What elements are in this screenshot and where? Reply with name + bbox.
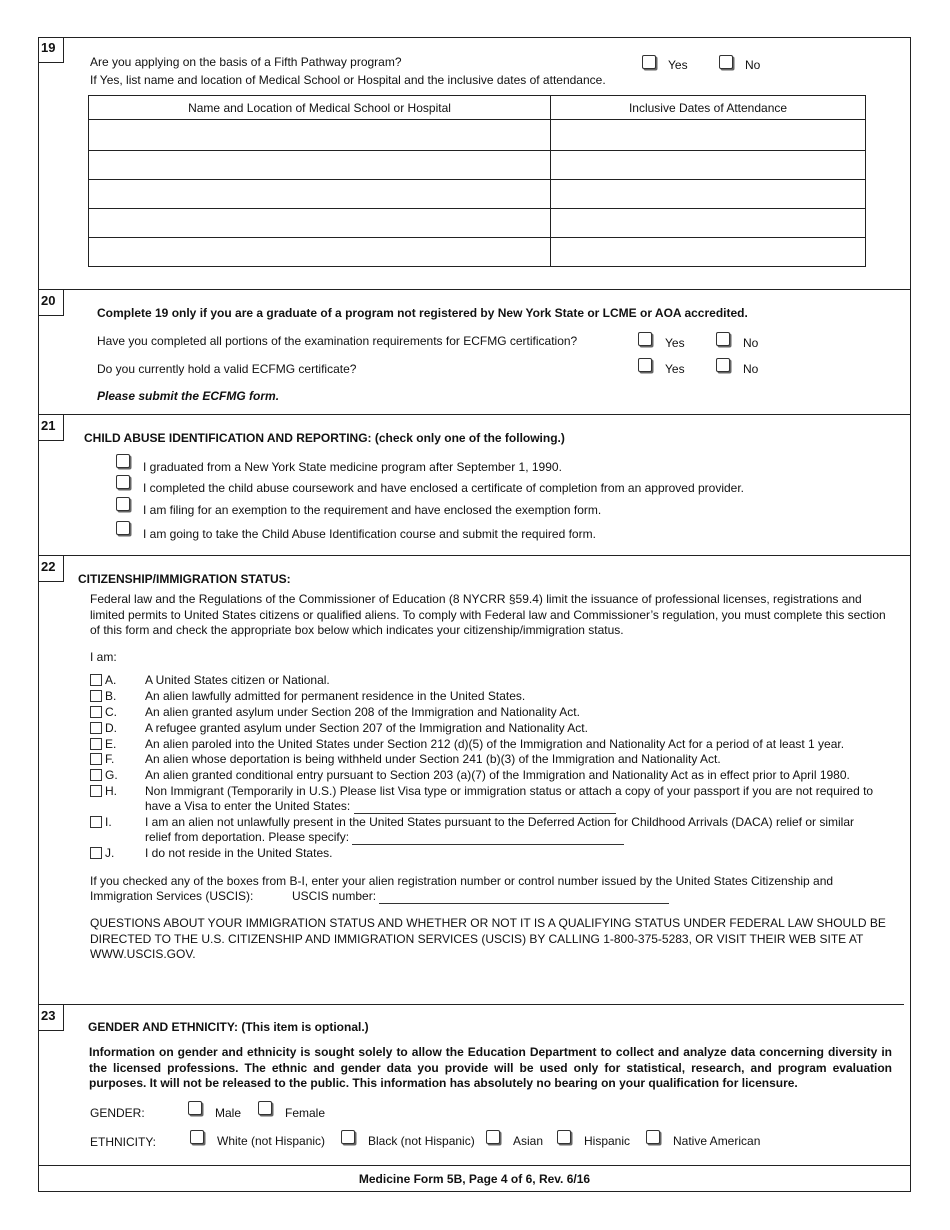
status-text: An alien granted conditional entry pursuant to Section 203 (a)(7) of the Immigration and Nationality Act as in effect prior to April 1980. <box>145 768 850 782</box>
status-e-checkbox[interactable] <box>90 738 102 750</box>
ethnicity-black-checkbox[interactable] <box>341 1130 355 1144</box>
status-letter: A. <box>105 673 117 687</box>
status-text: A United States citizen or National. <box>145 673 330 687</box>
child-abuse-option-3: I am filing for an exemption to the requirement and have enclosed the exemption form. <box>143 503 602 517</box>
section-21-number: 21 <box>38 415 64 441</box>
citizenship-heading: CITIZENSHIP/IMMIGRATION STATUS: <box>78 572 291 586</box>
ecfmg-note: Please submit the ECFMG form. <box>97 389 280 403</box>
status-text: relief from deportation. Please specify: <box>145 830 350 844</box>
child-abuse-option-3-checkbox[interactable] <box>116 497 130 511</box>
section-20-number: 20 <box>38 290 64 316</box>
ecfmg-heading: Complete 19 only if you are a graduate of a program not registered by New York State or LCME or AOA accredited. <box>97 306 748 320</box>
uscis-instruction: If you checked any of the boxes from B-I, enter your alien registration number or control number issued by the United States Citizenship and <box>90 874 834 888</box>
ethnicity-asian-label: Asian <box>513 1134 544 1148</box>
table-cell[interactable] <box>89 120 551 151</box>
divider <box>38 414 911 415</box>
status-letter: J. <box>105 846 115 860</box>
table-header-school: Name and Location of Medical School or Hospital <box>89 96 551 120</box>
gender-female-label: Female <box>285 1106 326 1120</box>
status-letter: G. <box>105 768 118 782</box>
daca-specify-input[interactable] <box>352 830 624 845</box>
uscis-number-line <box>292 889 669 904</box>
divider <box>38 555 911 556</box>
gender-male-label: Male <box>215 1106 242 1120</box>
status-text: Non Immigrant (Temporarily in U.S.) Please list Visa type or immigration status or attach a copy of your passport if you are not required to <box>145 784 874 798</box>
ecfmg-q2-no-label: No <box>743 362 759 376</box>
ecfmg-question-1: Have you completed all portions of the examination requirements for ECFMG certification? <box>97 334 578 348</box>
table-cell[interactable] <box>551 238 866 267</box>
gender-label: GENDER: <box>90 1106 145 1120</box>
citizenship-intro: Federal law and the Regulations of the Commissioner of Education (8 NYCRR §59.4) limit the issuance of professional licenses, registrations and limited permits to United States citizens or qualified aliens. To comply with Federal law and Commissioner’s regulation, you must complete this section of this form and check the appropriate box below which indicates your citizenship/immigration status. <box>90 592 886 637</box>
status-g-checkbox[interactable] <box>90 769 102 781</box>
ethnicity-white-checkbox[interactable] <box>190 1130 204 1144</box>
status-text: have a Visa to enter the United States: <box>145 799 351 813</box>
ethnicity-black-label: Black (not Hispanic) <box>368 1134 475 1148</box>
child-abuse-option-1: I graduated from a New York State medicine program after September 1, 1990. <box>143 460 562 474</box>
status-text: An alien whose deportation is being withheld under Section 241 (b)(3) of the Immigration and Nationality Act. <box>145 752 721 766</box>
ecfmg-q2-yes-label: Yes <box>665 362 685 376</box>
uscis-questions-notice: QUESTIONS ABOUT YOUR IMMIGRATION STATUS AND WHETHER OR NOT IT IS A QUALIFYING STATUS UNDER FEDERAL LAW SHOULD BE DIRECTED TO THE U.S. CITIZENSHIP AND IMMIGRATION SERVICES (USCIS) BY CALLING 1-800-375-5283, OR VISIT THEIR WEB SITE AT WWW.USCIS.GOV. <box>90 916 886 961</box>
status-d-checkbox[interactable] <box>90 722 102 734</box>
divider <box>38 1004 904 1005</box>
divider <box>38 289 911 290</box>
child-abuse-option-2-checkbox[interactable] <box>116 475 130 489</box>
status-c-checkbox[interactable] <box>90 706 102 718</box>
status-h-checkbox[interactable] <box>90 785 102 797</box>
table-cell[interactable] <box>89 209 551 238</box>
status-letter: H. <box>105 784 117 798</box>
status-text: An alien lawfully admitted for permanent residence in the United States. <box>145 689 526 703</box>
section-22-number: 22 <box>38 556 64 582</box>
status-letter: I. <box>105 815 112 829</box>
child-abuse-option-4: I am going to take the Child Abuse Identification course and submit the required form. <box>143 527 596 541</box>
status-j-checkbox[interactable] <box>90 847 102 859</box>
i-am-label: I am: <box>90 650 117 664</box>
fifth-pathway-no-label: No <box>745 58 761 72</box>
table-cell[interactable] <box>551 180 866 209</box>
status-text: An alien granted asylum under Section 208 of the Immigration and Nationality Act. <box>145 705 580 719</box>
fifth-pathway-table <box>88 95 866 267</box>
status-letter: F. <box>105 752 115 766</box>
form-footer: Medicine Form 5B, Page 4 of 6, Rev. 6/16 <box>358 1172 591 1186</box>
ethnicity-hispanic-label: Hispanic <box>584 1134 631 1148</box>
table-cell[interactable] <box>551 209 866 238</box>
child-abuse-option-2: I completed the child abuse coursework and have enclosed a certificate of completion from an approved provider. <box>143 481 745 495</box>
ethnicity-native-american-checkbox[interactable] <box>646 1130 660 1144</box>
status-a-checkbox[interactable] <box>90 674 102 686</box>
status-letter: B. <box>105 689 117 703</box>
status-letter: C. <box>105 705 117 719</box>
table-header-dates: Inclusive Dates of Attendance <box>551 96 866 120</box>
table-cell[interactable] <box>551 120 866 151</box>
child-abuse-option-4-checkbox[interactable] <box>116 521 130 535</box>
table-cell[interactable] <box>89 238 551 267</box>
table-cell[interactable] <box>551 151 866 180</box>
fifth-pathway-no-checkbox[interactable] <box>719 55 733 69</box>
status-text: An alien paroled into the United States under Section 212 (d)(5) of the Immigration and Nationality Act for a period of at least 1 year. <box>145 737 845 751</box>
gender-male-checkbox[interactable] <box>188 1101 202 1115</box>
status-i-checkbox[interactable] <box>90 816 102 828</box>
gender-female-checkbox[interactable] <box>258 1101 272 1115</box>
table-cell[interactable] <box>89 180 551 209</box>
table-cell[interactable] <box>89 151 551 180</box>
ethnicity-hispanic-checkbox[interactable] <box>557 1130 571 1144</box>
gender-ethnicity-info: Information on gender and ethnicity is sought solely to allow the Education Department to collect and analyze data concerning diversity in the licensed professions. The ethnic and gender data you provide will be used only for statistical, research, and program evaluation purposes. It will not be released to the public. This information has absolutely no bearing on your qualification for licensure. <box>89 1045 892 1090</box>
uscis-number-label: USCIS number: <box>292 889 377 903</box>
status-h-visa-line <box>145 799 616 814</box>
ecfmg-q2-no-checkbox[interactable] <box>716 358 730 372</box>
status-i-specify-line <box>145 830 624 845</box>
ecfmg-q1-yes-label: Yes <box>665 336 685 350</box>
gender-ethnicity-heading: GENDER AND ETHNICITY: (This item is optional.) <box>88 1020 369 1034</box>
fifth-pathway-instruction: If Yes, list name and location of Medical School or Hospital and the inclusive dates of attendance. <box>90 73 606 87</box>
visa-type-input[interactable] <box>354 799 616 814</box>
status-text: I am an alien not unlawfully present in the United States pursuant to the Deferred Action for Childhood Arrivals (DACA) relief or similar <box>145 815 855 829</box>
status-letter: D. <box>105 721 117 735</box>
uscis-instruction-2: Immigration Services (USCIS): <box>90 889 254 903</box>
ethnicity-asian-checkbox[interactable] <box>486 1130 500 1144</box>
section-19-number: 19 <box>38 37 64 63</box>
child-abuse-option-1-checkbox[interactable] <box>116 454 130 468</box>
fifth-pathway-yes-label: Yes <box>668 58 688 72</box>
status-f-checkbox[interactable] <box>90 753 102 765</box>
status-text: I do not reside in the United States. <box>145 846 333 860</box>
status-letter: E. <box>105 737 117 751</box>
ecfmg-q1-no-checkbox[interactable] <box>716 332 730 346</box>
section-23-number: 23 <box>38 1005 64 1031</box>
status-text: A refugee granted asylum under Section 207 of the Immigration and Nationality Act. <box>145 721 588 735</box>
ecfmg-q1-no-label: No <box>743 336 759 350</box>
ethnicity-white-label: White (not Hispanic) <box>217 1134 326 1148</box>
ecfmg-q2-yes-checkbox[interactable] <box>638 358 652 372</box>
fifth-pathway-yes-checkbox[interactable] <box>642 55 656 69</box>
child-abuse-heading: CHILD ABUSE IDENTIFICATION AND REPORTING: (check only one of the following.) <box>84 431 565 445</box>
status-b-checkbox[interactable] <box>90 690 102 702</box>
ethnicity-native-american-label: Native American <box>673 1134 761 1148</box>
fifth-pathway-question: Are you applying on the basis of a Fifth Pathway program? <box>90 55 402 69</box>
divider <box>38 1165 911 1166</box>
ecfmg-question-2: Do you currently hold a valid ECFMG certificate? <box>97 362 357 376</box>
ecfmg-q1-yes-checkbox[interactable] <box>638 332 652 346</box>
ethnicity-label: ETHNICITY: <box>90 1135 157 1149</box>
uscis-number-input[interactable] <box>379 889 669 904</box>
